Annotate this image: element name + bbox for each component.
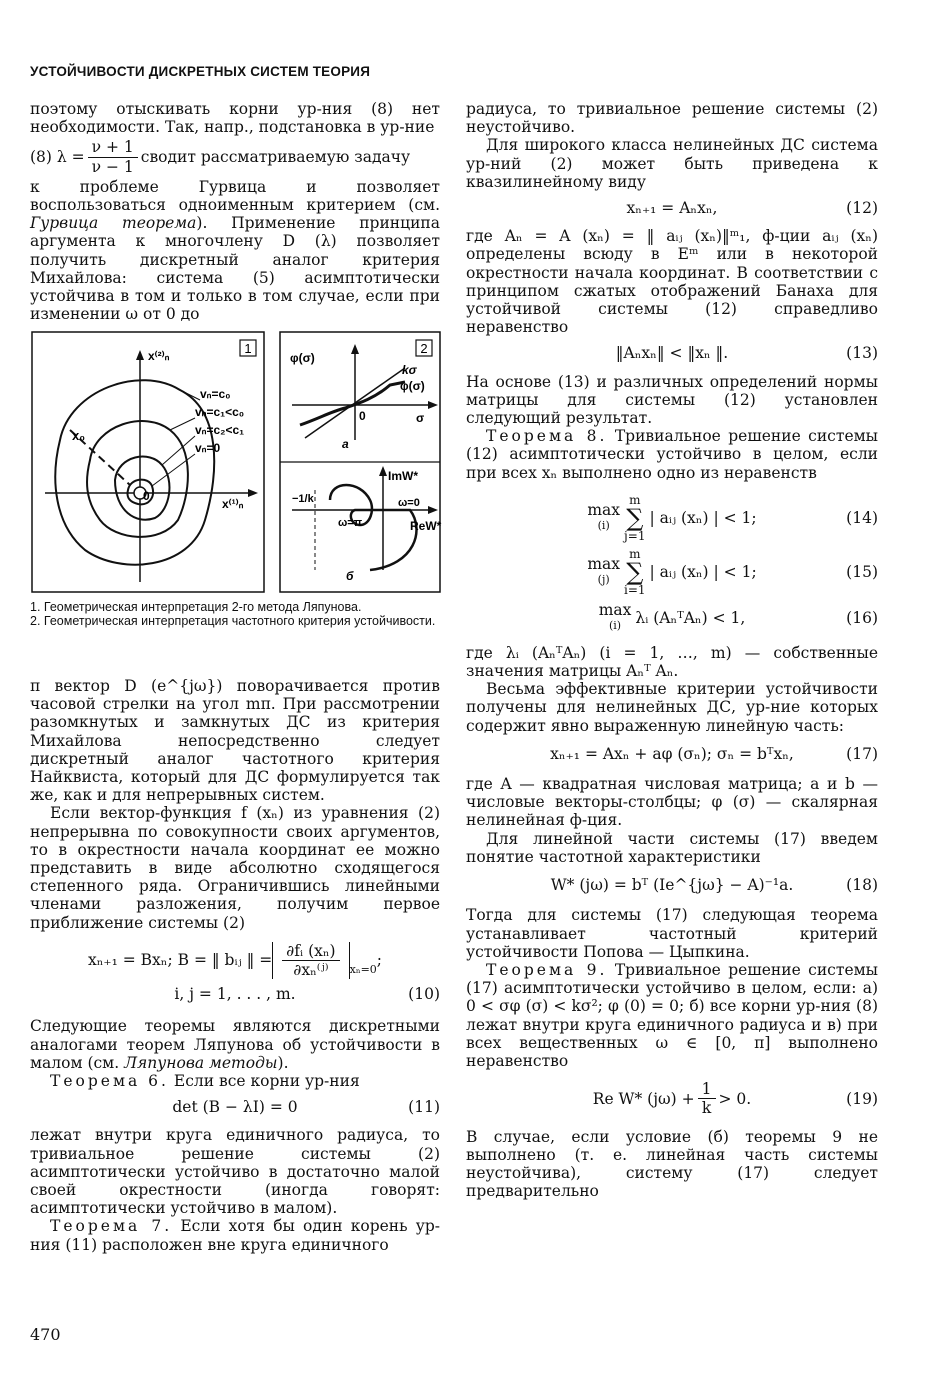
ref-hurwitz[interactable]: Гурвица теорема [30, 214, 197, 233]
eq-17: xₙ₊₁ = Axₙ + aφ (σₙ); σₙ = bᵀxₙ, (17) [550, 744, 878, 763]
left-p2: к проблеме Гурвица и позволяет воспользоваться одноименным критерием (см. Гурвица теорема). Применение принципа аргумента к многочлену D (λ) позволяет получить дискретный аналог критерия Михайлова: система (5) асимптотически устойчива в том и только в том случае, если при изменении ω от 0 до [30, 177, 440, 324]
left-column-top [30, 100, 440, 323]
figure2a-curve-label: φ(σ) [400, 379, 425, 393]
right-p9: Тогда для системы (17) следующая теорема устанавливает частотный критерий устойчивости Попова — Цыпкина. [466, 906, 878, 961]
running-header: УСТОЙЧИВОСТИ ДИСКРЕТНЫХ СИСТЕМ ТЕОРИЯ [30, 64, 371, 79]
figure1-x-arrow [248, 489, 258, 497]
right-p1: радиуса, то тривиальное решение системы (2) неустойчиво. [466, 100, 878, 137]
figure1-origin: 0 [143, 489, 150, 503]
figure1-level-2: vₙ=c₂<c₁ [195, 423, 245, 437]
eq-18-number: (18) [846, 876, 878, 895]
eq-15-number: (15) [846, 562, 878, 581]
eq-10-number: (10) [408, 985, 440, 1004]
figure2-box-label: 2 [420, 341, 428, 356]
figure1-level-3: vₙ=0 [195, 441, 221, 455]
eq-13-number: (13) [846, 344, 878, 363]
eq-8-prefix: (8) λ = [30, 148, 85, 166]
eq-10-matrix [272, 942, 349, 979]
left-p3: π вектор D (e^{jω}) поворачивается против часовой стрелки на угол mπ. При рассмотрении разомкнутых и замкнутых ДС из критерия Михайлова непосредственно следует дискретный аналог частотного критерия Найквиста, который для ДС формулируется так же, как и для непрерывных систем. [30, 677, 440, 805]
figure2b-omega-0: ω=0 [398, 497, 420, 509]
right-p2: Для широкого класса нелинейных ДС система ур-ний (2) может быть приведена к квазилинейному виду [466, 136, 878, 191]
eq-10-line2: i, j = 1, . . . , m. (10) [174, 985, 440, 1004]
figure2a-phi-curve [300, 382, 405, 425]
figure1-x-label: x⁽¹⁾ₙ [222, 497, 244, 511]
figure2a-y-arrow [351, 344, 359, 354]
eq-8-fraction [88, 138, 138, 175]
figure1-x0: x₀ [72, 428, 86, 443]
theorem-9: Теорема 9. Тривиальное решение системы (17) асимптотически устойчиво в целом, если: а) 0 < σφ (σ) < kσ²; φ (0) = 0; б) все корни ур-ния (8) лежат внутри круга единичного радиуса и в) при всех вещественных ω ∈ [0, π] выполнено неравенство [466, 960, 879, 1070]
right-p4: На основе (13) и различных определений нормы матрицы для системы (12) установлен следующий результат. [466, 372, 878, 428]
figure1-frame [32, 332, 264, 592]
figure1-y-arrow [136, 350, 144, 360]
figure1-leader-1 [170, 418, 195, 430]
theorem-8: Теорема 8. Тривиальное решение системы (12) асимптотически устойчиво в целом, если при всех xₙ выполнено одно из неравенств [466, 427, 879, 482]
eq-11-number: (11) [408, 1098, 440, 1117]
figure2b-y-arrow [379, 466, 387, 476]
eq-15: max (j) m ∑ i=1 | aᵢⱼ (xₙ) | < 1; (15) [587, 546, 878, 597]
caption-1: 1. Геометрическая интерпретация 2-го метода Ляпунова. [30, 600, 362, 614]
figure2b-omega-pi: ω=π [338, 517, 363, 529]
right-p10: В случае, если условие (б) теоремы 9 не выполнено (т. е. линейная часть системы неустойчива), систему (17) следует предварительно [466, 1127, 878, 1201]
eq-10: xₙ₊₁ = Bxₙ; B = ‖ bᵢⱼ ‖ = $\frac{\text{∂fᵢ (xₙ)}}{\text{∂xₙ⁽ʲ⁾}}$ xₙ=0 ; [87, 941, 383, 980]
left-p1: поэтому отыскивать корни ур-ния (8) нет необходимости. Так, напр., подстановка в ур-ние [30, 100, 440, 137]
ref-lyapunov[interactable]: Ляпунова методы [124, 1053, 278, 1072]
right-column [466, 100, 878, 1200]
right-p3: где Aₙ = A (xₙ) = ‖ aᵢⱼ (xₙ)‖ᵐ₁, ф-ции aᵢⱼ (xₙ) определены всюду в Eᵐ или в некоторой окрестности начала координат. В соответствии с принципом сжатых отображений Банаха для устойчивой системы (12) справедливо неравенство [466, 227, 878, 337]
eq-18: W* (jω) = bᵀ (Ie^{jω} − A)⁻¹a. (18) [550, 876, 878, 895]
figure2b-point-left: −1/k [292, 493, 314, 505]
page-number: 470 [30, 1325, 61, 1344]
eq-19: Re W* (jω) + $\frac{1}{k}$ > 0. (19) [592, 1080, 878, 1118]
eq-12: xₙ₊₁ = Aₙxₙ, (12) [626, 199, 878, 218]
figure-captions [30, 600, 442, 628]
figure1-level-0: vₙ=c₀ [200, 387, 231, 401]
figure1-y-label: x⁽²⁾ₙ [148, 349, 170, 363]
right-p6: Весьма эффективные критерии устойчивости получены для нелинейных ДС, ур-ние которых содержит явно выраженную линейную часть: [466, 680, 878, 735]
eq-13: ‖Aₙxₙ‖ < ‖xₙ ‖. (13) [615, 344, 878, 363]
figure2a-k-label: kσ [402, 363, 417, 377]
figure2b-xlabel: ReW* [410, 519, 442, 533]
eq-8-suffix: сводит рассматриваемую задачу [140, 148, 411, 166]
theorem-7: Теорема 7. Если хотя бы один корень ур-ния (11) расположен вне круга единичного [30, 1217, 441, 1254]
eq-10-numerator: ∂fᵢ (xₙ) [282, 942, 339, 961]
eq-8-substitution [30, 138, 440, 175]
eq-12-number: (12) [846, 199, 878, 218]
caption-2: 2. Геометрическая интерпретация частотного критерия устойчивости. [30, 614, 436, 628]
eq-19-number: (19) [846, 1089, 878, 1108]
figure2b-ylabel: ImW* [388, 469, 418, 483]
eq-17-number: (17) [846, 744, 878, 763]
eq-14-number: (14) [846, 508, 878, 527]
eq-10-sub: xₙ=0 [349, 963, 377, 977]
figure2b-panel: б [346, 569, 354, 583]
right-p8: Для линейной части системы (17) введем понятие частотной характеристики [466, 829, 878, 866]
figure2a-xlabel: σ [416, 411, 425, 425]
eq-14: max (i) m ∑ j=1 | aᵢⱼ (xₙ) | < 1; (14) [587, 492, 878, 543]
figure1-box-label: 1 [244, 341, 252, 356]
eq-8-denominator: ν − 1 [91, 157, 134, 176]
eq-8-numerator: ν + 1 [88, 138, 138, 157]
left-p4: Если вектор-функция f (xₙ) из уравнения (2) непрерывна по совокупности своих аргументов, то в окрестности начала координат ее можно представить в виде абсолютно сходящегося степенного ряда. Ограничившись линейными членами разложения, получим первое приближение системы (2) [30, 804, 440, 932]
right-p7: где A — квадратная числовая матрица; a и b — числовые векторы-столбцы; φ (σ) — скалярная нелинейная ф-ция. [466, 775, 878, 830]
right-p5: где λᵢ (AₙᵀAₙ) (i = 1, …, m) — собственные значения матрицы Aₙᵀ Aₙ. [466, 643, 878, 681]
figure2a-x-arrow [428, 401, 438, 409]
left-column-bottom [30, 677, 440, 1254]
eq-16: max (i) λᵢ (AₙᵀAₙ) < 1, (16) [598, 600, 878, 632]
figure1-level-1: vₙ=c₁<c₀ [195, 405, 245, 419]
figure2a-panel: a [342, 437, 349, 451]
eq-16-number: (16) [846, 608, 878, 627]
eq-10-denominator: ∂xₙ⁽ʲ⁾ [293, 961, 329, 980]
figures [30, 330, 442, 596]
figure2a-ylabel: φ(σ) [290, 351, 315, 365]
eq-11: det (B − λI) = 0 (11) [172, 1098, 440, 1117]
left-p6: лежат внутри круга единичного радиуса, то тривиальное решение системы (2) асимптотически устойчиво в достаточно малой своей окрестности (иногда говорят: асимптотически устойчиво в малом). [30, 1126, 440, 1218]
figure2b-x-arrow [428, 506, 438, 514]
theorem-6: Теорема 6. Если все корни ур-ния [50, 1072, 360, 1091]
left-p5: Следующие теоремы являются дискретными аналогами теорем Ляпунова об устойчивости в малом (см. Ляпунова методы). [30, 1017, 440, 1072]
figure1-leader-0 [180, 390, 200, 400]
eq-10-left: xₙ₊₁ = Bxₙ; B = ‖ bᵢⱼ ‖ = [87, 951, 273, 970]
figure2a-origin: 0 [359, 409, 366, 423]
